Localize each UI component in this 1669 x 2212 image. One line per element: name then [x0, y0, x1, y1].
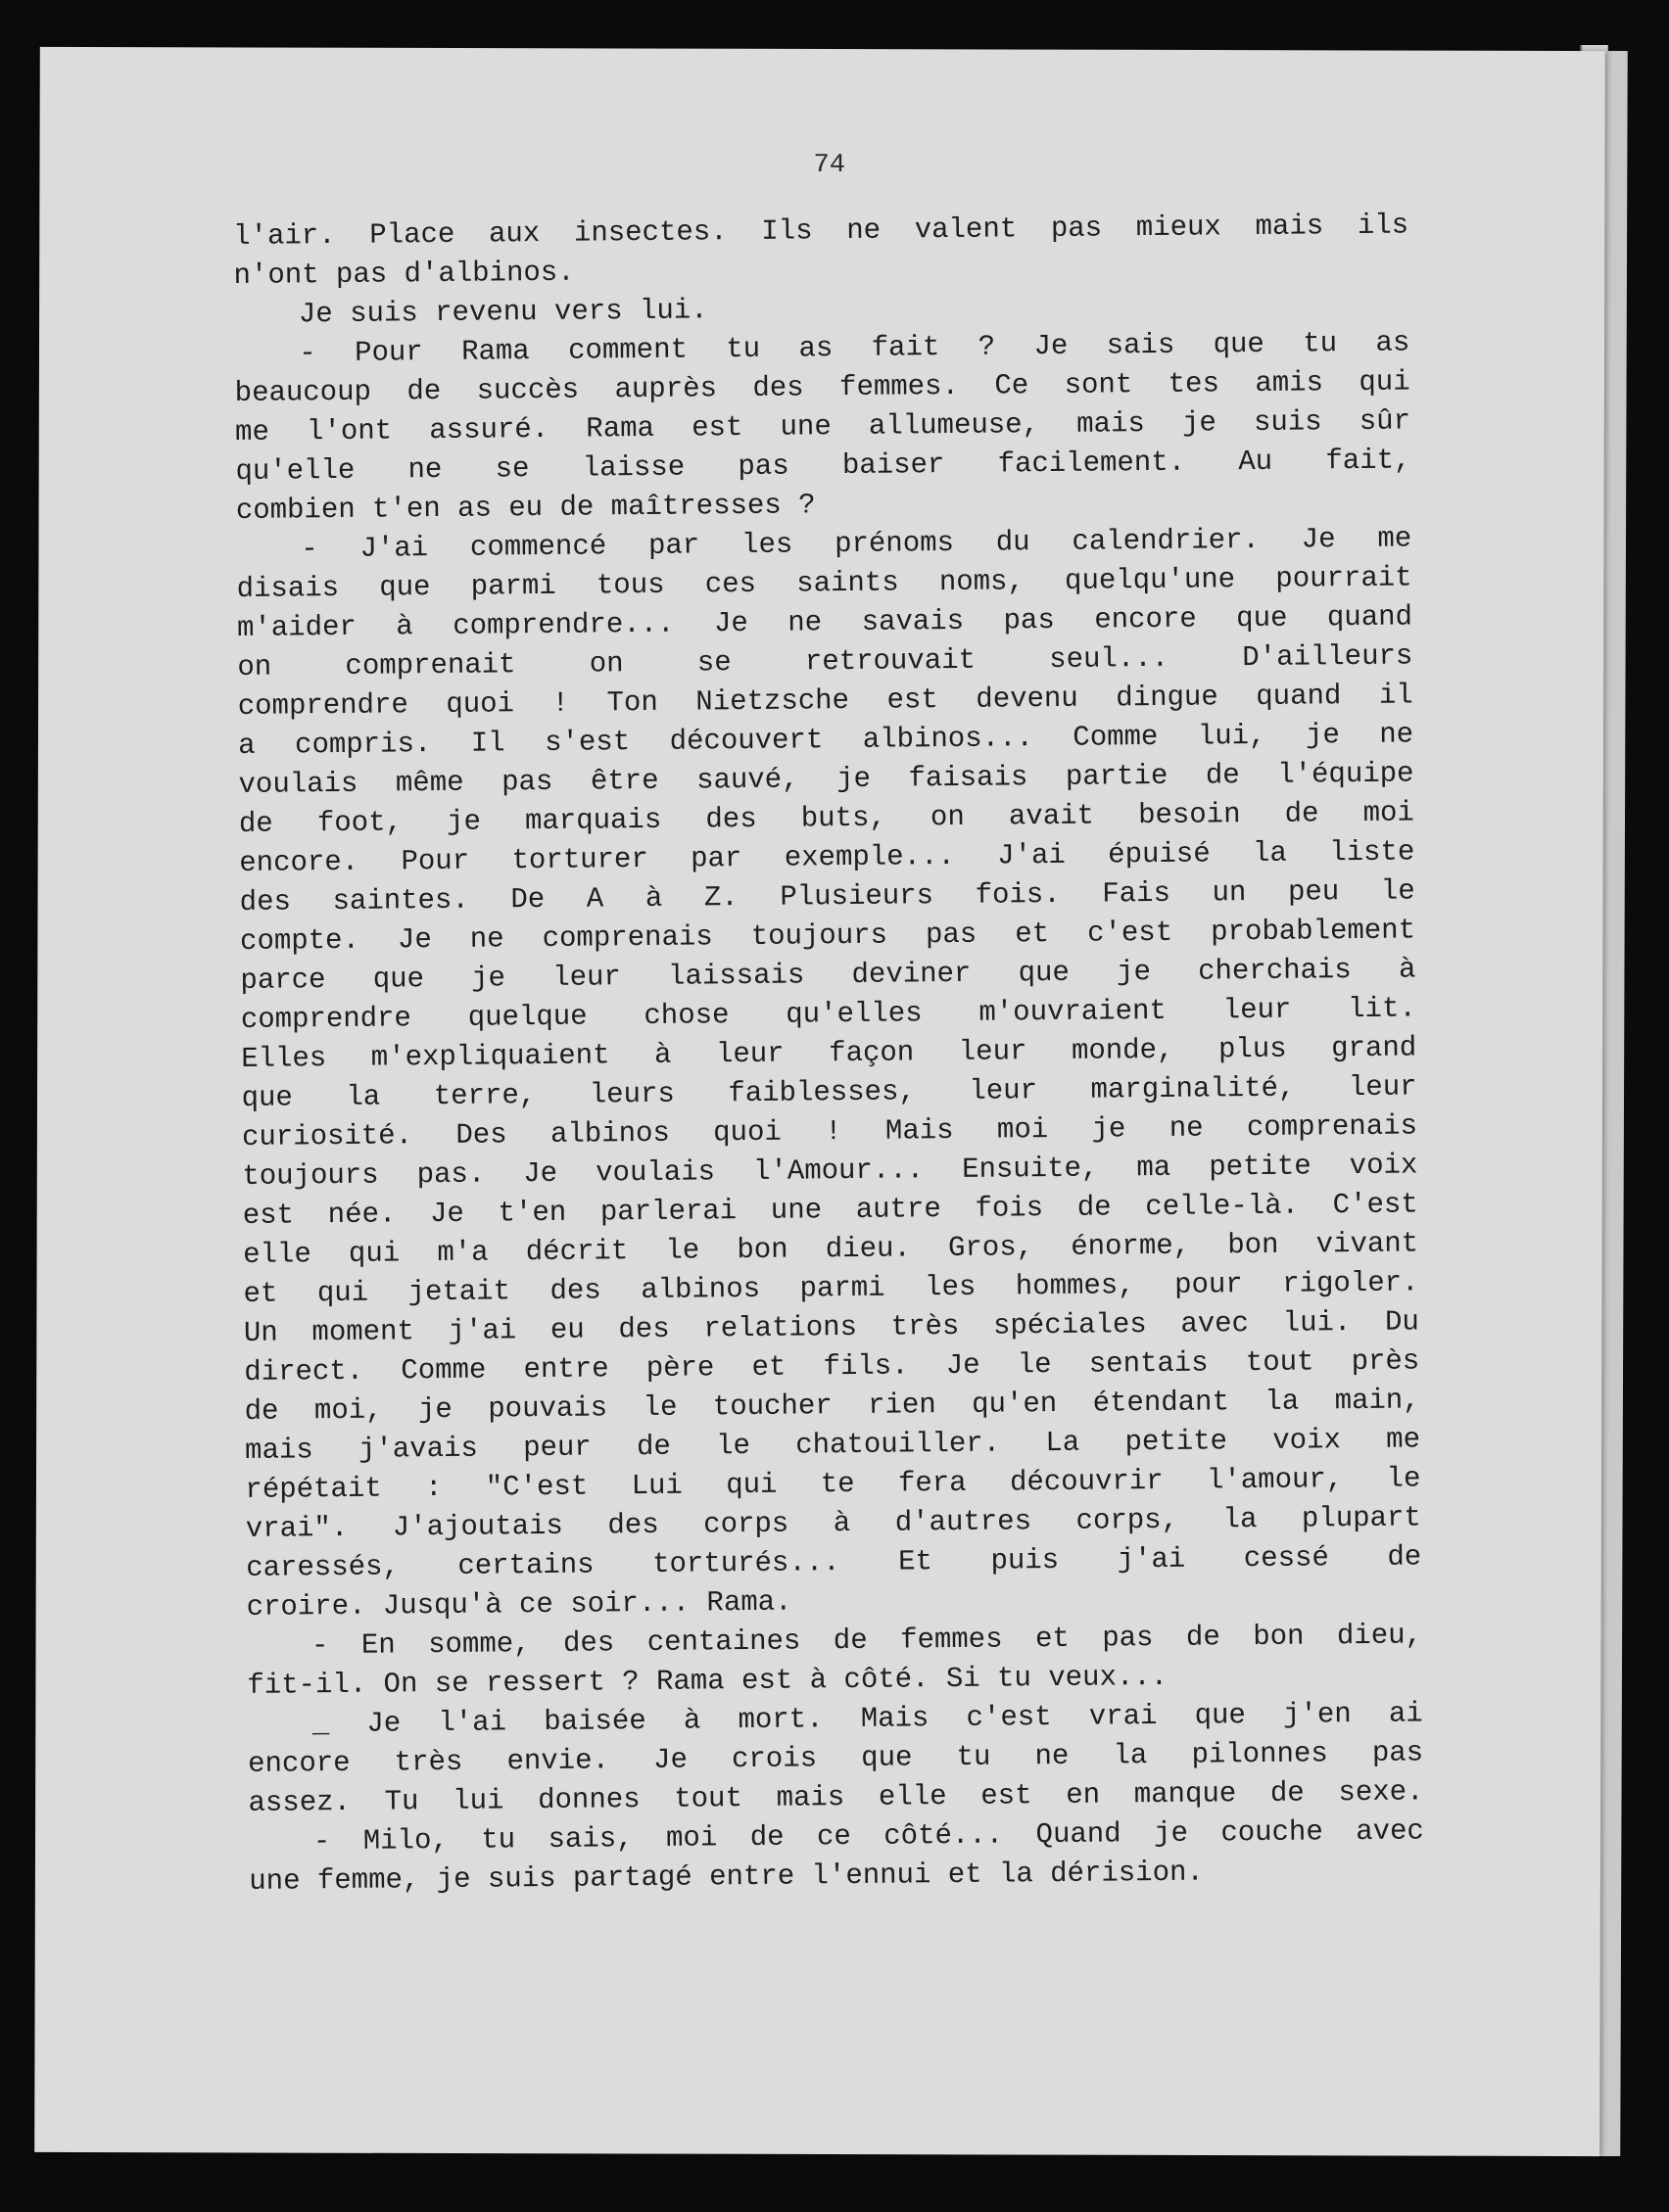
text-line: Je suis revenu vers lui.: [298, 294, 708, 331]
text-line: toujours pas. Je voulais l'Amour... Ensuite, ma petite voix: [242, 1149, 1418, 1193]
text-line: m'aider à comprendre... Je ne savais pas encore que quand: [236, 600, 1413, 644]
text-line: encore très envie. Je crois que tu ne la pilonnes pas: [248, 1736, 1424, 1780]
text-line: beaucoup de succès auprès des femmes. Ce sont tes amis qui: [234, 365, 1410, 409]
text-line: elle qui m'a décrit le bon dieu. Gros, énorme, bon vivant: [243, 1227, 1419, 1271]
text-line: compte. Je ne comprenais toujours pas et c'est probablement: [239, 914, 1416, 958]
text-line: que la terre, leurs faiblesses, leur marginalité, leur: [241, 1070, 1417, 1114]
text-line: comprendre quoi ! Ton Nietzsche est devenu dingue quand il: [237, 679, 1413, 723]
text-line: de foot, je marquais des buts, on avait besoin de moi: [238, 796, 1415, 840]
text-line: vrai". J'ajoutais des corps à d'autres corps, la plupart: [245, 1501, 1421, 1545]
text-line: voulais même pas être sauvé, je faisais partie de l'équipe: [238, 757, 1414, 801]
text-line: a compris. Il s'est découvert albinos... Comme lui, je ne: [238, 718, 1414, 762]
text-line: l'air. Place aux insectes. Ils ne valent pas mieux mais ils: [233, 209, 1409, 253]
text-line: _ Je l'ai baisée à mort. Mais c'est vrai que j'en ai: [311, 1697, 1423, 1741]
text-line: de moi, je pouvais le toucher rien qu'en étendant la main,: [244, 1384, 1420, 1428]
text-line: caressés, certains torturés... Et puis j'ai cessé de: [246, 1540, 1422, 1584]
page-number: 74: [813, 150, 845, 181]
text-line: Elles m'expliquaient à leur façon leur monde, plus grand: [241, 1031, 1417, 1075]
text-line: - En somme, des centaines de femmes et pas de bon dieu,: [310, 1619, 1423, 1663]
text-line: croire. Jusqu'à ce soir... Rama.: [246, 1585, 792, 1624]
text-line: combien t'en as eu de maîtresses ?: [235, 489, 816, 527]
text-line: est née. Je t'en parlerai une autre fois de celle-là. C'est: [242, 1188, 1418, 1232]
text-line: on comprenait on se retrouvait seul... D'ailleurs: [237, 639, 1413, 683]
text-line: comprendre quelque chose qu'elles m'ouvraient leur lit.: [240, 992, 1416, 1036]
text-line: qu'elle ne se laisse pas baiser facilement. Au fait,: [235, 444, 1411, 488]
text-line: parce que je leur laissais deviner que je cherchais à: [240, 953, 1416, 997]
text-line: et qui jetait des albinos parmi les hommes, pour rigoler.: [243, 1266, 1419, 1310]
text-line: curiosité. Des albinos quoi ! Mais moi je ne comprenais: [241, 1109, 1418, 1153]
text-line: direct. Comme entre père et fils. Je le sentais tout près: [244, 1344, 1420, 1388]
text-line: mais j'avais peur de le chatouiller. La petite voix me: [244, 1423, 1421, 1467]
text-line: - Pour Rama comment tu as fait ? Je sais que tu as: [299, 326, 1410, 370]
text-line: des saintes. De A à Z. Plusieurs fois. Fais un peu le: [239, 874, 1415, 918]
body-text: [233, 206, 1424, 1901]
text-line: fit-il. On se ressert ? Rama est à côté. Si tu veux...: [247, 1660, 1168, 1702]
text-line: assez. Tu lui donnes tout mais elle est en manque de sexe.: [248, 1775, 1424, 1819]
text-line: - Milo, tu sais, moi de ce côté... Quand je couche avec: [312, 1814, 1425, 1859]
text-line: - J'ai commencé par les prénoms du calendrier. Je me: [301, 522, 1412, 566]
text-line: une femme, je suis partagé entre l'ennui et la dérision.: [249, 1856, 1204, 1898]
text-line: n'ont pas d'albinos.: [233, 256, 575, 292]
text-line: encore. Pour torturer par exemple... J'ai épuisé la liste: [239, 835, 1415, 879]
text-line: me l'ont assuré. Rama est une allumeuse, mais je suis sûr: [234, 404, 1411, 448]
text-line: répétait : "C'est Lui qui te fera découvrir l'amour, le: [245, 1462, 1421, 1506]
text-line: Un moment j'ai eu des relations très spéciales avec lui. Du: [243, 1305, 1420, 1349]
text-line: disais que parmi tous ces saints noms, quelqu'une pourrait: [236, 561, 1412, 605]
